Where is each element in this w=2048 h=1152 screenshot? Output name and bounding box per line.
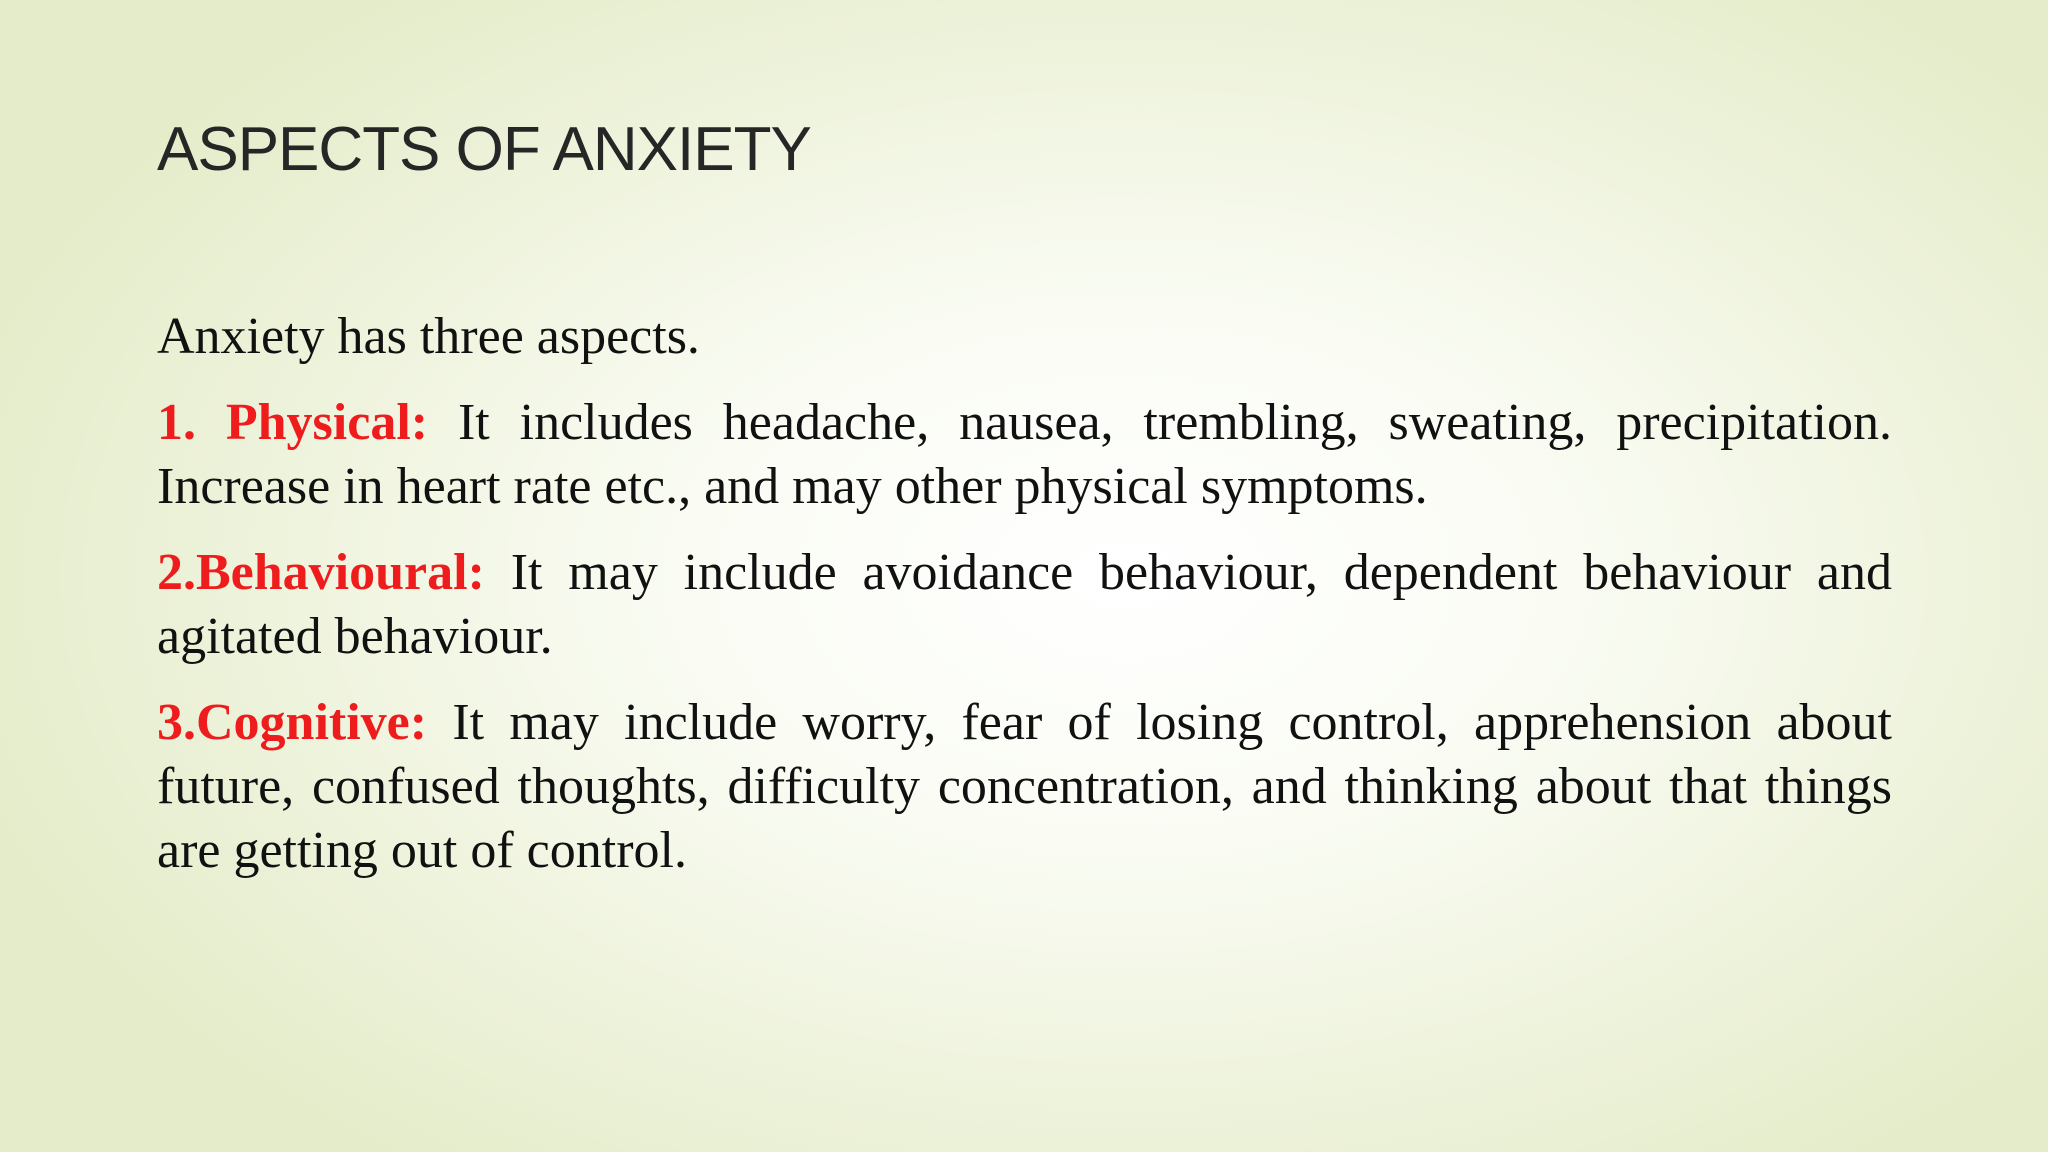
point-label-behavioural: 2.Behavioural: bbox=[157, 544, 485, 601]
point-behavioural bbox=[157, 541, 1892, 669]
point-label-physical: 1. Physical: bbox=[157, 394, 429, 451]
point-text-cognitive: It may include worry, fear of losing control, apprehension about future, confused thoughts, difficulty concentration, and thinking about that things are getting out of control. bbox=[157, 694, 1893, 879]
point-text-behavioural: It may include avoidance behaviour, dependent behaviour and agitated behaviour. bbox=[157, 544, 1892, 665]
point-cognitive bbox=[157, 691, 1892, 883]
point-physical bbox=[157, 391, 1892, 519]
slide-title: ASPECTS OF ANXIETY bbox=[157, 115, 811, 184]
slide-body bbox=[157, 305, 1892, 905]
point-text-physical: It includes headache, nausea, trembling, sweating, precipitation. Increase in heart rate etc., and may other physical symptoms. bbox=[157, 394, 1892, 515]
point-label-cognitive: 3.Cognitive: bbox=[157, 694, 428, 751]
intro-text: Anxiety has three aspects. bbox=[157, 308, 700, 365]
